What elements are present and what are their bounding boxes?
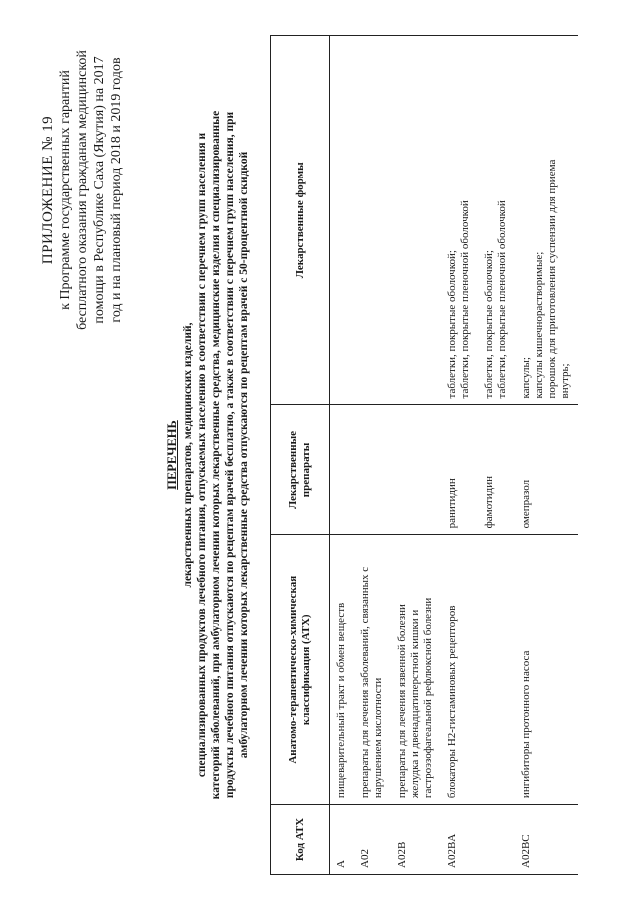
table-row bbox=[478, 36, 515, 875]
cell-drug: омепразол bbox=[515, 405, 578, 535]
cell-code: A bbox=[330, 805, 355, 875]
cell-class: блокаторы H2-гистаминовых рецепторов bbox=[441, 535, 478, 805]
table-row bbox=[391, 36, 441, 875]
appendix-line-5: год и на плановый период 2018 и 2019 годов bbox=[109, 57, 124, 323]
cell-class-line: гастроэзофагеальной рефлюксной болезни bbox=[422, 597, 434, 799]
cell-form-line: таблетки, покрытые оболочкой; bbox=[483, 250, 495, 399]
cell-drug: фамотидин bbox=[478, 405, 515, 535]
cell-drug bbox=[354, 405, 391, 535]
cell-form bbox=[391, 36, 441, 406]
cell-class bbox=[354, 535, 391, 805]
cell-code: A02BA bbox=[441, 805, 478, 875]
cell-form-line: таблетки, покрытые пленочной оболочкой bbox=[496, 200, 508, 399]
cell-drug: ранитидин bbox=[441, 405, 478, 535]
cell-form-line: капсулы кишечнорастворимые; bbox=[533, 251, 545, 399]
title-line-2: специализированных продуктов лечебного питания, отпускаемых населению в соответствии с перечнем групп населения и bbox=[196, 132, 208, 778]
cell-drug bbox=[391, 405, 441, 535]
cell-form bbox=[441, 36, 478, 406]
appendix-number: ПРИЛОЖЕНИЕ № 19 bbox=[40, 115, 56, 265]
cell-drug bbox=[330, 405, 355, 535]
header-classification bbox=[271, 535, 330, 805]
header-drugs-line-1: Лекарственные bbox=[287, 430, 299, 509]
cell-class bbox=[391, 535, 441, 805]
drug-list-table bbox=[270, 35, 578, 875]
header-forms: Лекарственные формы bbox=[271, 36, 330, 406]
table-row bbox=[441, 36, 478, 875]
appendix-header bbox=[40, 15, 125, 365]
table-row bbox=[354, 36, 391, 875]
cell-form bbox=[330, 36, 355, 406]
cell-code: A02 bbox=[354, 805, 391, 875]
cell-class-line: желудка и двенадцатиперстной кишки и bbox=[409, 609, 421, 799]
table-header-row bbox=[271, 36, 330, 875]
cell-form-line: внутрь; bbox=[559, 363, 571, 399]
title-line-1: лекарственных препаратов, медицинских изделий, bbox=[182, 322, 194, 588]
title-line-3: категорий заболеваний, при амбулаторном лечении которых лекарственные средства, медицинские изделия и специализированные bbox=[210, 110, 222, 800]
cell-code bbox=[478, 805, 515, 875]
cell-form-line: таблетки, покрытые оболочкой; bbox=[446, 250, 458, 399]
document-title bbox=[165, 60, 251, 850]
cell-class-line: препараты для лечения заболеваний, связанных с bbox=[359, 566, 371, 799]
appendix-line-4: помощи в Республике Саха (Якутия) на 2017 bbox=[92, 56, 107, 324]
cell-form-line: таблетки, покрытые пленочной оболочкой bbox=[459, 200, 471, 399]
header-code: Код АТХ bbox=[271, 805, 330, 875]
cell-class-line: препараты для лечения язвенной болезни bbox=[396, 604, 408, 799]
cell-form bbox=[354, 36, 391, 406]
appendix-line-3: бесплатного оказания гражданам медицинской bbox=[75, 50, 90, 330]
appendix-line-2: к Программе государственных гарантий bbox=[58, 70, 73, 310]
cell-form-line: капсулы; bbox=[520, 357, 532, 399]
cell-form bbox=[515, 36, 578, 406]
title-line-4: продукты лечебного питания отпускаются по рецептам врачей бесплатно, а также в соответствии с перечнем групп населения, при bbox=[224, 111, 236, 799]
cell-code: A02B bbox=[391, 805, 441, 875]
cell-form-line: порошок для приготовления суспензии для приема bbox=[546, 159, 558, 399]
cell-class-line: нарушением кислотности bbox=[372, 677, 384, 799]
cell-class: пищеварительный тракт и обмен веществ bbox=[330, 535, 355, 805]
table-row bbox=[330, 36, 355, 875]
cell-form bbox=[478, 36, 515, 406]
cell-code: A02BC bbox=[515, 805, 578, 875]
header-classification-line-2: классификация (АТХ) bbox=[300, 614, 312, 726]
header-drugs bbox=[271, 405, 330, 535]
header-drugs-line-2: препараты bbox=[300, 442, 312, 498]
header-classification-line-1: Анатомо-терапевтическо-химическая bbox=[287, 575, 299, 764]
title-line-5: амбулаторном лечении которых лекарственные средства отпускаются по рецептам врачей с 50-процентной скидкой bbox=[238, 151, 250, 759]
cell-class bbox=[478, 535, 515, 805]
table-row bbox=[515, 36, 578, 875]
cell-class: ингибиторы протонного насоса bbox=[515, 535, 578, 805]
title-heading: ПЕРЕЧЕНЬ bbox=[165, 420, 179, 490]
